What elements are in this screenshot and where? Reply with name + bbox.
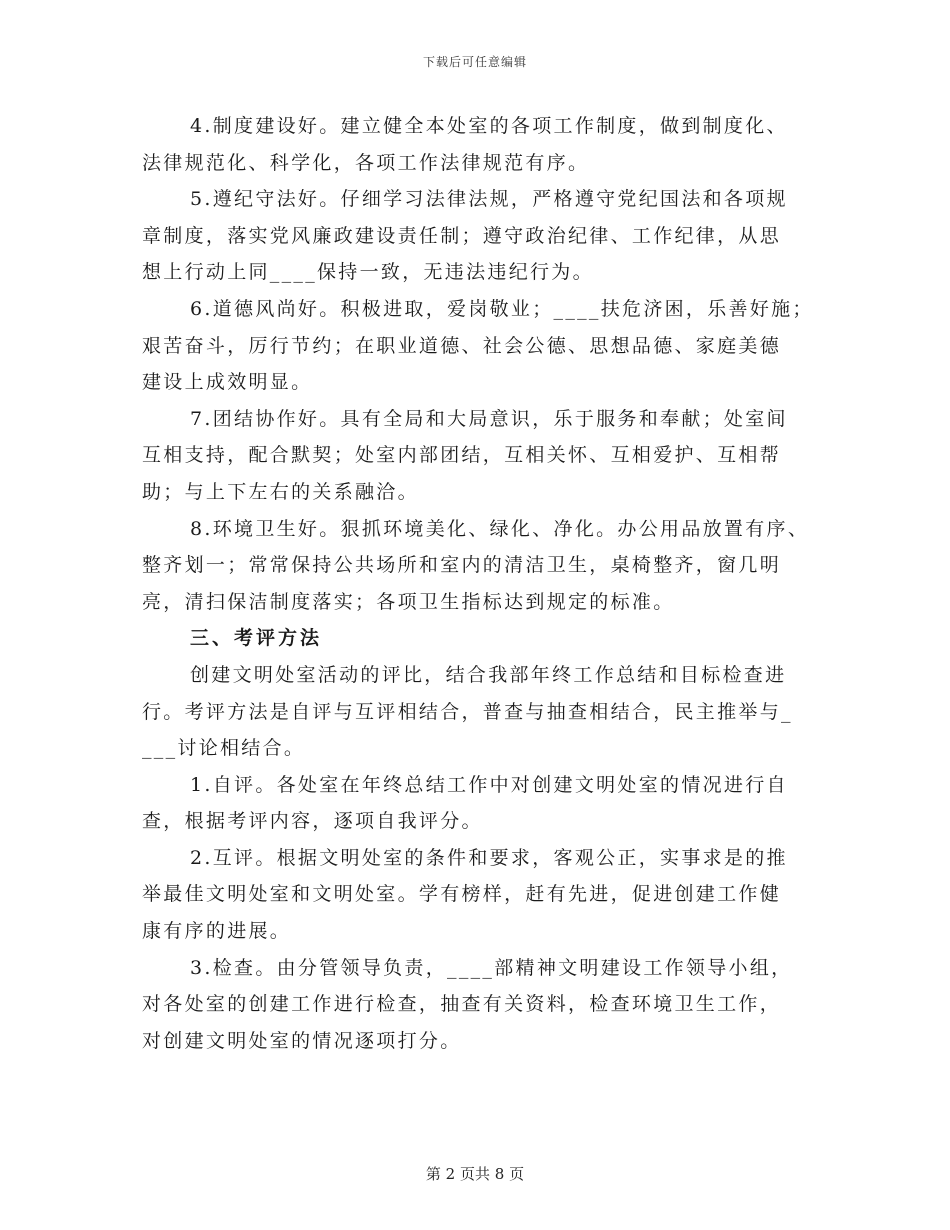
paragraph-line: 行。考评方法是自评与互评相结合，普查与抽查相结合，民主推举与_ bbox=[142, 700, 793, 723]
paragraph-line: 查，根据考评内容，逐项自我评分。 bbox=[142, 810, 483, 833]
paragraph-line: 想上行动上同____保持一致，无违法违纪行为。 bbox=[142, 261, 594, 284]
paragraph-line: 对创建文明处室的情况逐项打分。 bbox=[142, 1029, 462, 1052]
paragraph-line: 整齐划一；常常保持公共场所和室内的清洁卫生，桌椅整齐，窗几明 bbox=[142, 554, 782, 577]
paragraph-line: 法律规范化、科学化，各项工作法律规范有序。 bbox=[142, 151, 590, 174]
paragraph-line: 创建文明处室活动的评比，结合我部年终工作总结和目标检查进 bbox=[190, 663, 787, 686]
paragraph-line: 建设上成效明显。 bbox=[142, 371, 313, 394]
paragraph-line: 举最佳文明处室和文明处室。学有榜样，赶有先进，促进创建工作健 bbox=[142, 883, 782, 906]
paragraph-line: 2.互评。根据文明处室的条件和要求，客观公正，实事求是的推 bbox=[190, 846, 788, 869]
paragraph-line: 8.环境卫生好。狠抓环境美化、绿化、净化。办公用品放置有序、 bbox=[190, 517, 810, 540]
paragraph-line: 康有序的进展。 bbox=[142, 920, 292, 943]
paragraph-line: 1.自评。各处室在年终总结工作中对创建文明处室的情况进行自 bbox=[190, 773, 788, 796]
paragraph-line: ___讨论相结合。 bbox=[142, 737, 306, 760]
paragraph-line: 亮，清扫保洁制度落实；各项卫生指标达到规定的标准。 bbox=[142, 590, 675, 613]
paragraph-line: 艰苦奋斗，厉行节约；在职业道德、社会公德、思想品德、家庭美德 bbox=[142, 334, 782, 357]
paragraph-line: 4.制度建设好。建立健全本处室的各项工作制度，做到制度化、 bbox=[190, 115, 788, 137]
section-heading: 三、考评方法 bbox=[190, 627, 323, 650]
paragraph-line: 助；与上下左右的关系融洽。 bbox=[142, 480, 419, 503]
document-body bbox=[142, 108, 822, 1059]
paragraph-line: 6.道德风尚好。积极进取，爱岗敬业；____扶危济困，乐善好施； bbox=[190, 297, 814, 320]
paragraph-line: 互相支持，配合默契；处室内部团结，互相关怀、互相爱护、互相帮 bbox=[142, 444, 782, 467]
paragraph-line: 7.团结协作好。具有全局和大局意识，乐于服务和奉献；处室间 bbox=[190, 407, 788, 430]
paragraph-line: 3.检查。由分管领导负责，____部精神文明建设工作领导小组， bbox=[190, 956, 793, 979]
paragraph-line: 5.遵纪守法好。仔细学习法律法规，严格遵守党纪国法和各项规 bbox=[190, 188, 788, 211]
paragraph-line: 章制度，落实党风廉政建设责任制；遵守政治纪律、工作纪律，从思 bbox=[142, 224, 782, 247]
paragraph-line: 对各处室的创建工作进行检查，抽查有关资料，检查环境卫生工作， bbox=[142, 993, 782, 1016]
page-number: 第 2 页共 8 页 bbox=[425, 1165, 525, 1183]
download-note: 下载后可任意编辑 bbox=[422, 55, 527, 69]
